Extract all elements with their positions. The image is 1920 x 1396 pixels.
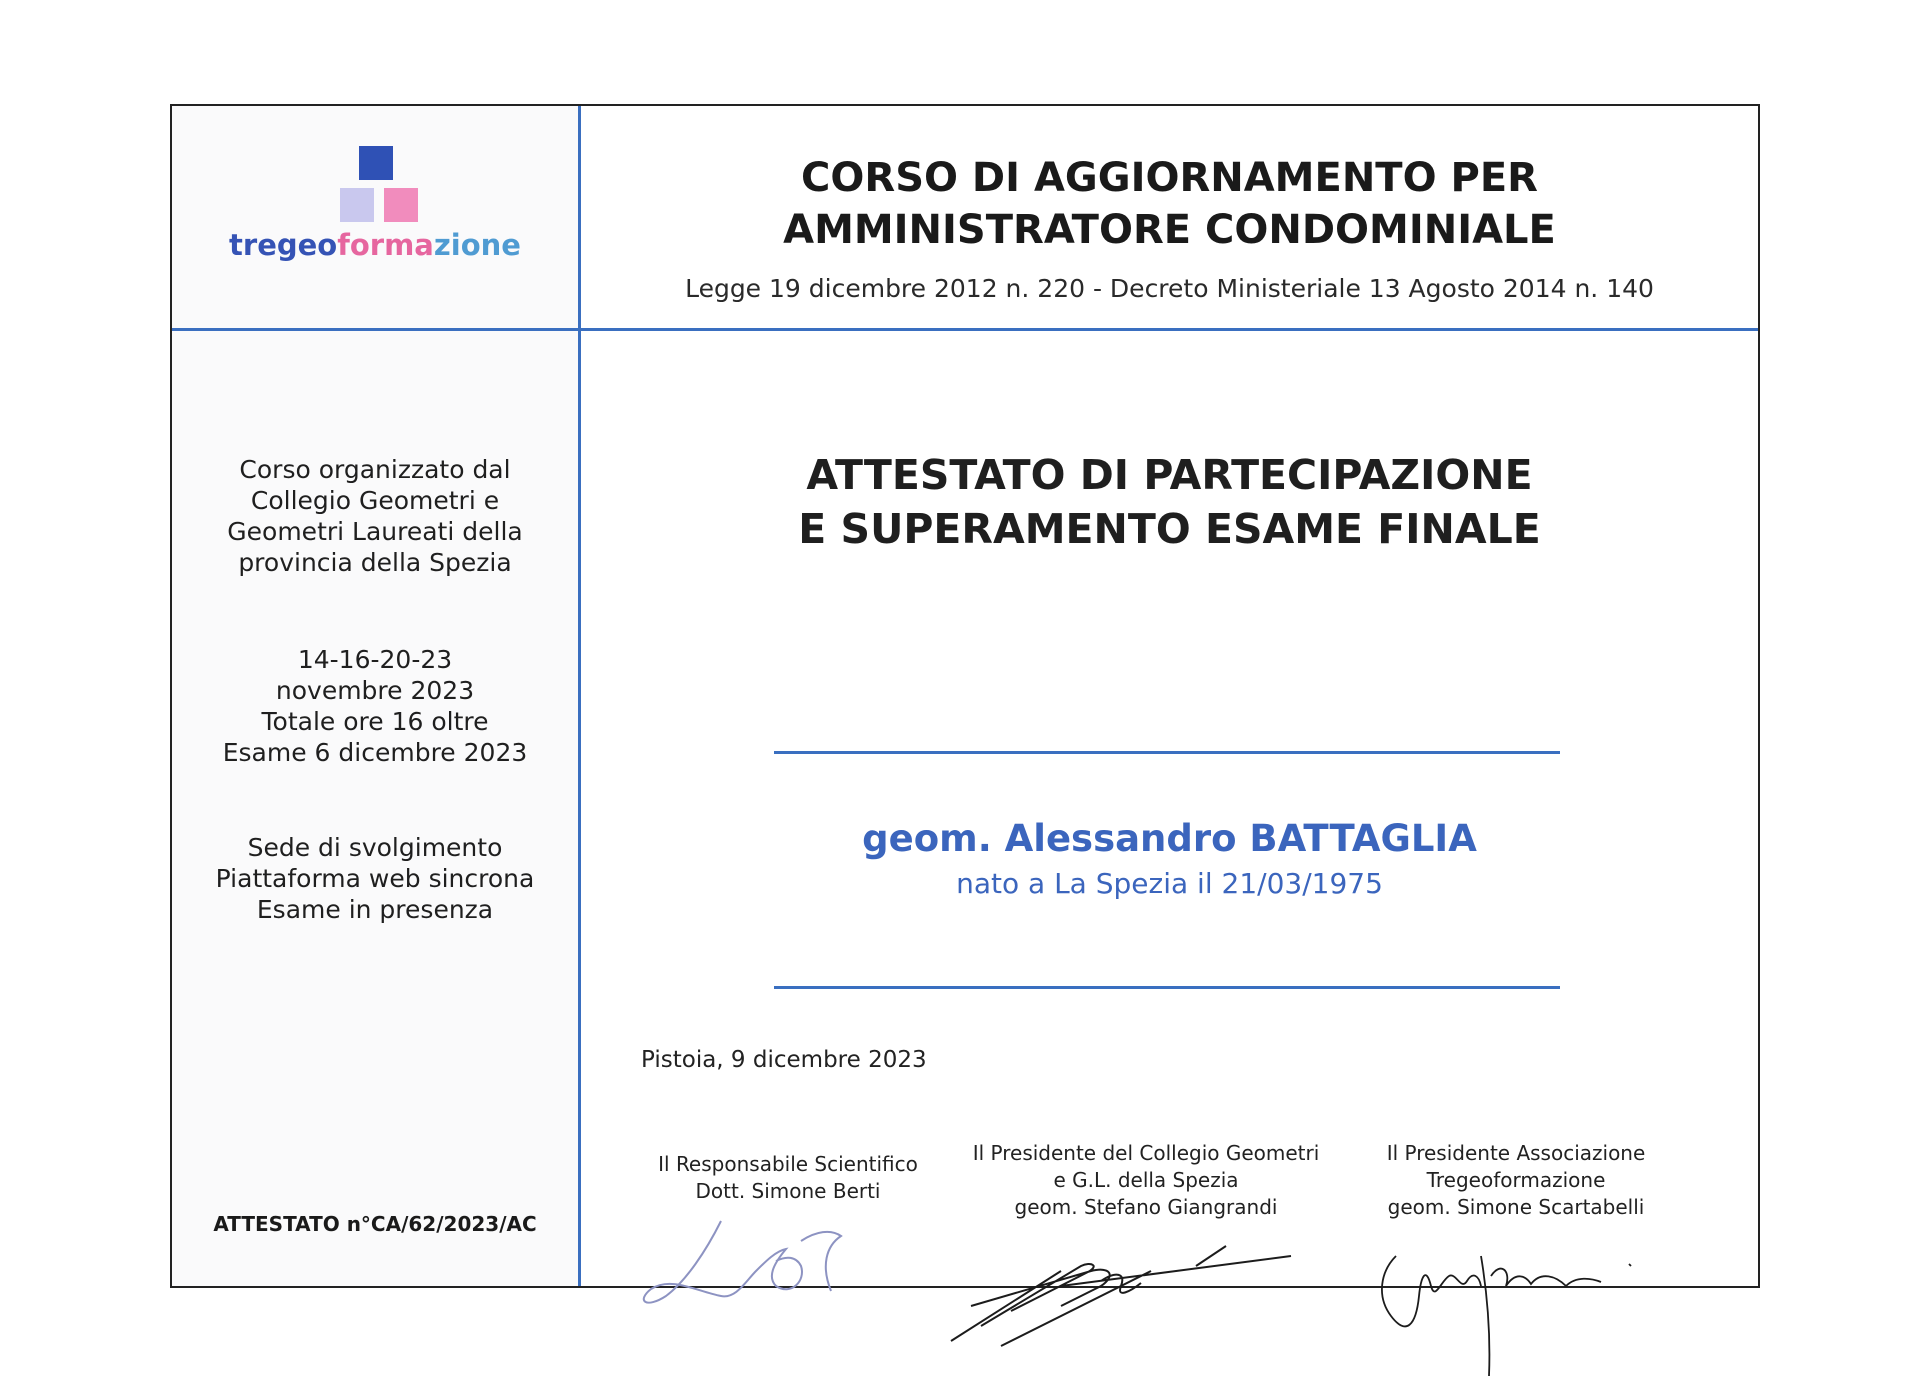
course-title-line2: AMMINISTRATORE CONDOMINIALE: [783, 207, 1556, 253]
venue-line: Esame in presenza: [256, 895, 494, 924]
place-and-date: Pistoia, 9 dicembre 2023: [641, 1047, 927, 1073]
certificate-frame: [170, 104, 1760, 1288]
certificate-title-line1: ATTESTATO DI PARTECIPAZIONE: [806, 451, 1533, 499]
dates-line: novembre 2023: [275, 676, 475, 705]
signature-name: geom. Simone Scartabelli: [1387, 1195, 1645, 1219]
signature-scrawl-association: [1361, 1216, 1661, 1396]
venue-info: [172, 832, 578, 925]
logo-text: [172, 228, 578, 262]
recipient-birth: nato a La Spezia il 21/03/1975: [956, 867, 1383, 900]
organizer-info: [172, 454, 578, 578]
organizer-line: provincia della Spezia: [238, 548, 512, 577]
venue-line: Piattaforma web sincrona: [215, 864, 535, 893]
dates-line: Totale ore 16 oltre: [261, 707, 489, 736]
certificate-number: ATTESTATO n°CA/62/2023/AC: [213, 1212, 537, 1236]
recipient-name: geom. Alessandro BATTAGLIA: [862, 817, 1477, 860]
signature-scrawl-collegio: [941, 1211, 1301, 1351]
dates-line: 14-16-20-23: [297, 645, 453, 674]
signature-role: e G.L. della Spezia: [1053, 1168, 1239, 1192]
signature-block-collegio: [941, 1140, 1351, 1221]
main-content: [581, 331, 1758, 1286]
logo-text-part3: zione: [433, 228, 521, 262]
logo-text-part1: tregeo: [229, 228, 338, 262]
signature-role: Tregeoformazione: [1426, 1168, 1606, 1192]
signature-role: Il Responsabile Scientifico: [658, 1152, 918, 1176]
dates-line: Esame 6 dicembre 2023: [222, 738, 528, 767]
name-rule-top: [774, 751, 1560, 754]
signature-name: geom. Stefano Giangrandi: [1014, 1195, 1278, 1219]
course-title: [581, 152, 1758, 256]
course-dates: [172, 644, 578, 768]
logo-square-dark: [359, 146, 393, 180]
logo-square-pink: [384, 188, 418, 222]
legal-reference: Legge 19 dicembre 2012 n. 220 - Decreto Ministeriale 13 Agosto 2014 n. 140: [685, 274, 1654, 303]
course-header: [581, 106, 1758, 328]
signature-role: Il Presidente Associazione: [1386, 1141, 1646, 1165]
certificate-title-line2: E SUPERAMENTO ESAME FINALE: [798, 505, 1541, 553]
certificate-title: [581, 448, 1758, 556]
signature-block-association: [1356, 1140, 1676, 1221]
venue-line: Sede di svolgimento: [247, 833, 503, 862]
signature-name: Dott. Simone Berti: [695, 1179, 881, 1203]
signature-scrawl-scientific: [626, 1201, 886, 1321]
logo-text-part2: forma: [337, 228, 434, 262]
organizer-line: Corso organizzato dal: [239, 455, 511, 484]
signature-block-scientific: [633, 1151, 943, 1205]
signature-role: Il Presidente del Collegio Geometri: [972, 1141, 1320, 1165]
name-rule-bottom: [774, 986, 1560, 989]
organizer-line: Collegio Geometri e: [250, 486, 500, 515]
course-title-line1: CORSO DI AGGIORNAMENTO PER: [801, 155, 1538, 201]
logo: [172, 106, 578, 328]
organizer-line: Geometri Laureati della: [227, 517, 523, 546]
logo-square-light: [340, 188, 374, 222]
